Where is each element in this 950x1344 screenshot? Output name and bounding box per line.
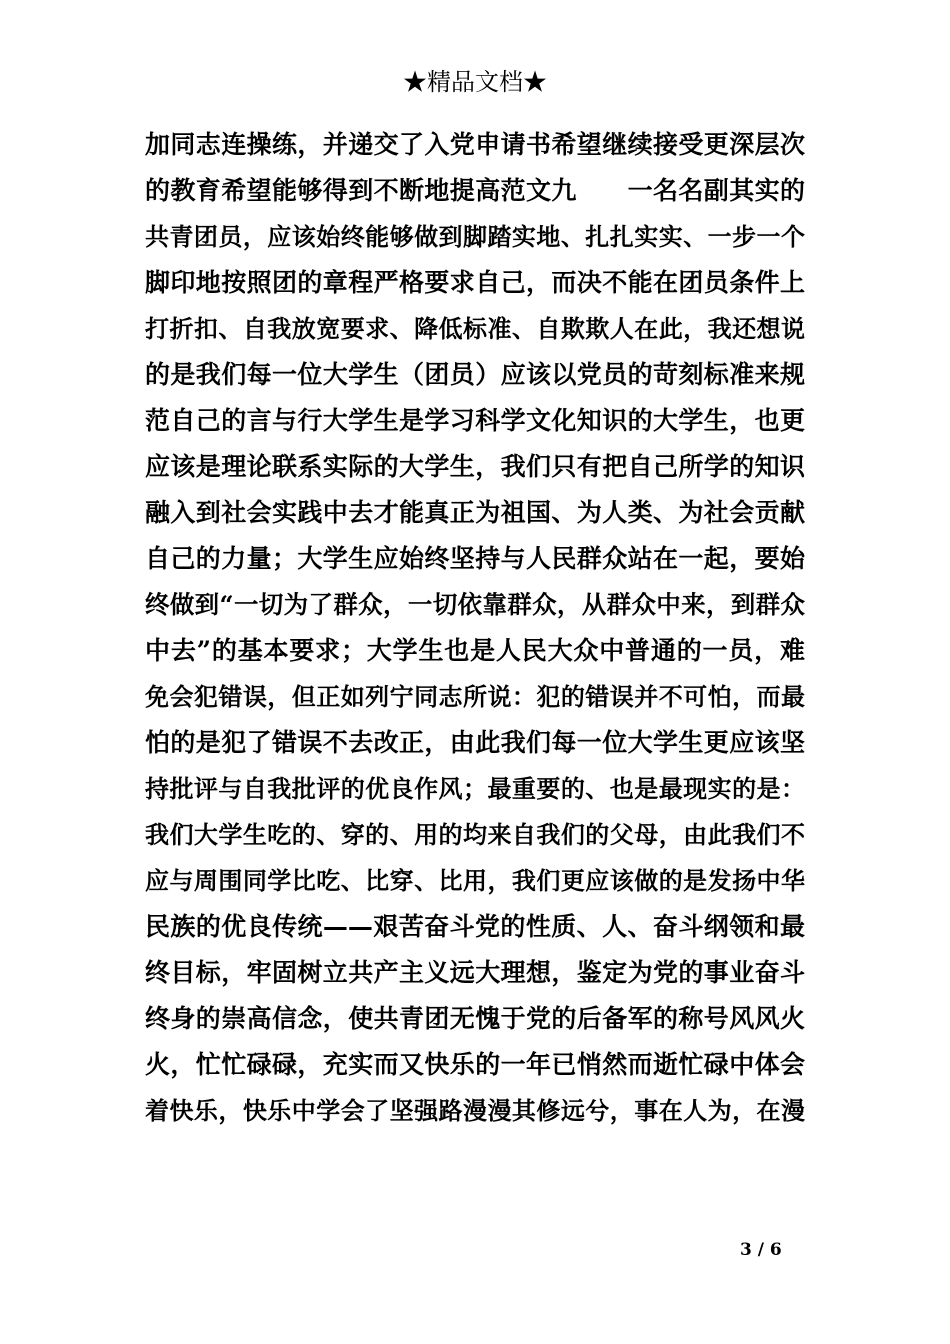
page-number: 3 / 6: [740, 1240, 782, 1260]
text-line: 脚印地按照团的章程严格要求自己，而决不能在团员条件上: [145, 268, 805, 297]
text-line: 共青团员，应该始终能够做到脚踏实地、扎扎实实、一步一个: [145, 222, 805, 251]
text-line: 终目标，牢固树立共产主义远大理想，鉴定为党的事业奋斗: [145, 958, 805, 987]
text-line: 终身的崇高信念，使共青团无愧于党的后备军的称号风风火: [145, 1004, 805, 1033]
text-line: 自己的力量；大学生应始终坚持与人民群众站在一起，要始: [145, 544, 805, 573]
text-line: 的教育希望能够得到不断地提高范文九 一名名副其实的: [145, 176, 805, 205]
text-line: 打折扣、自我放宽要求、降低标准、自欺欺人在此，我还想说: [145, 314, 805, 343]
text-line: 应与周围同学比吃、比穿、比用，我们更应该做的是发扬中华: [145, 866, 805, 895]
text-line: 的是我们每一位大学生（团员）应该以党员的苛刻标准来规: [145, 360, 805, 389]
text-line: 终做到“一切为了群众，一切依靠群众，从群众中来，到群众: [145, 590, 805, 619]
text-line: 火，忙忙碌碌，充实而又快乐的一年已悄然而逝忙碌中体会: [145, 1050, 805, 1079]
text-line: 持批评与自我批评的优良作风；最重要的、也是最现实的是：: [145, 774, 805, 803]
text-line: 我们大学生吃的、穿的、用的均来自我们的父母，由此我们不: [145, 820, 805, 849]
text-line: 中去”的基本要求；大学生也是人民大众中普通的一员，难: [145, 636, 805, 665]
document-body: [145, 122, 805, 1134]
text-line: 加同志连操练，并递交了入党申请书希望继续接受更深层次: [145, 130, 805, 159]
text-line: 应该是理论联系实际的大学生，我们只有把自己所学的知识: [145, 452, 805, 481]
text-line: 融入到社会实践中去才能真正为祖国、为人类、为社会贡献: [145, 498, 805, 527]
text-line: 范自己的言与行大学生是学习科学文化知识的大学生，也更: [145, 406, 805, 435]
page-header-title: ★精品文档★: [403, 68, 547, 96]
text-line: 免会犯错误，但正如列宁同志所说：犯的错误并不可怕，而最: [145, 682, 805, 711]
text-line: 着快乐，快乐中学会了坚强路漫漫其修远兮，事在人为，在漫: [145, 1096, 805, 1125]
text-line: 怕的是犯了错误不去改正，由此我们每一位大学生更应该坚: [145, 728, 805, 757]
text-line: 民族的优良传统——艰苦奋斗党的性质、人、奋斗纲领和最: [145, 912, 805, 941]
